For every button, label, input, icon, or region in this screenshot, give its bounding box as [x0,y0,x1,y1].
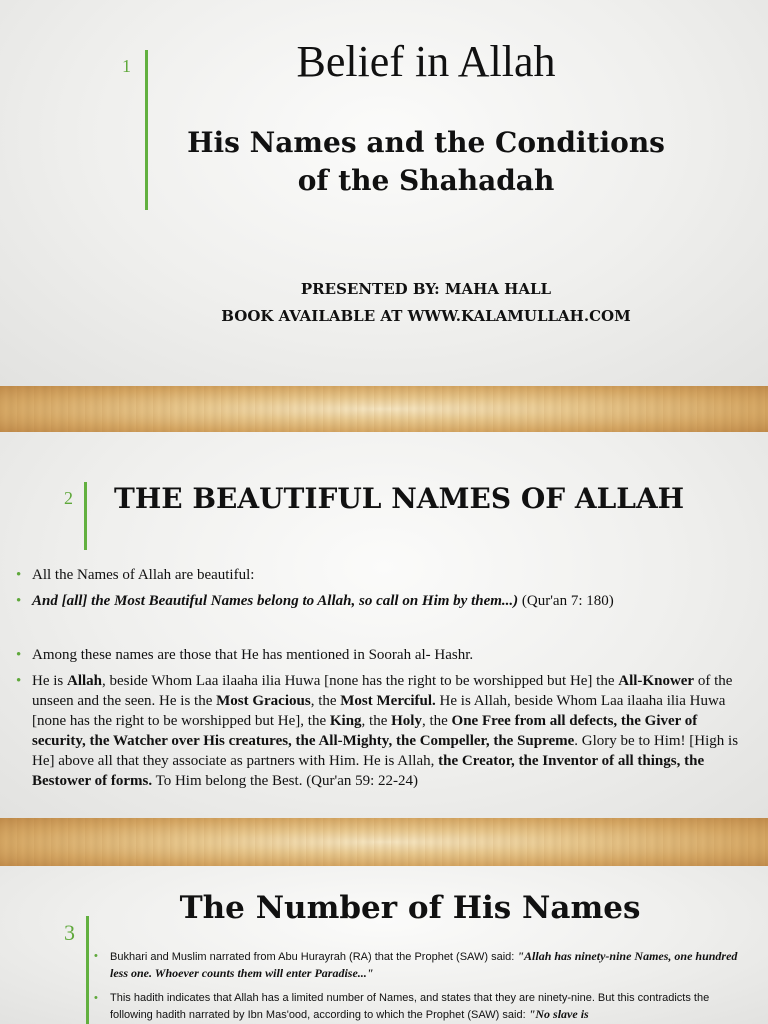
slide-title: THE BEAUTIFUL NAMES OF ALLAH [114,482,685,515]
slide-3 [0,866,768,1024]
hadith-quote: "No slave is [528,1007,589,1021]
quran-quote: And [all] the Most Beautiful Names belong to Allah, so call on Him by them...) [32,593,519,609]
accent-bar [145,50,148,210]
list-item: • This hadith indicates that Allah has a limited number of Names, and states that they are ninety-nine. But this contradicts the following hadith narrated by Ibn Mas'ood, according to which the Prophet (SAW) said: "No slave is [94,990,742,1023]
accent-bar [84,482,87,550]
slide-title: Belief in Allah [296,37,556,86]
slide-subtitle [150,124,702,200]
slide-1 [0,0,768,386]
bullet-list [16,565,751,791]
list-item: • All the Names of Allah are beautiful: [16,565,751,585]
list-item: • He is Allah, beside Whom Laa ilaaha ilia Huwa [none has the right to be worshipped but He] the All-Knower of the unseen and the seen. He is the Most Gracious, the Most Merciful. He is Allah, beside Whom Laa ilaaha ilia Huwa [none has the right to be worshipped but He], the King, the Holy, the One Free from all defects, the Giver of security, the Watcher over His creatures, the All-Mighty, the Compeller, the Supreme. Glory be to Him! [High is He] above all that they associate as partners with Him. He is Allah, the Creator, the Inventor of all things, the Bestower of forms. To Him belong the Best. (Qur'an 59: 22-24) [16,671,751,791]
bullet-list [94,948,742,1023]
book-availability: BOOK AVAILABLE AT WWW.KALAMULLAH.COM [221,307,631,325]
slide-number: 2 [64,488,73,508]
subtitle-line-2: of the Shahadah [297,164,555,197]
slide-number: 1 [122,56,131,76]
slide-number: 3 [64,920,75,945]
list-item: • Among these names are those that He has mentioned in Soorah al- Hashr. [16,645,751,665]
accent-bar [86,916,89,1024]
slide-title: The Number of His Names [179,890,641,926]
list-item: • Bukhari and Muslim narrated from Abu Hurayrah (RA) that the Prophet (SAW) said: "Allah has ninety-nine Names, one hundred less one. Whoever counts them will enter Paradise..." [94,948,742,982]
slide-2 [0,432,768,818]
wood-divider [0,386,768,432]
presenter-text: PRESENTED BY: MAHA HALL [300,280,552,298]
subtitle-line-1: His Names and the Conditions [187,126,665,159]
quran-reference: (Qur'an 7: 180) [518,593,614,609]
hadith-quote: "Allah has ninety-nine Names, one hundred less one. Whoever counts them will enter Paradise..." [110,949,738,980]
wood-divider [0,818,768,866]
list-item [16,591,751,611]
